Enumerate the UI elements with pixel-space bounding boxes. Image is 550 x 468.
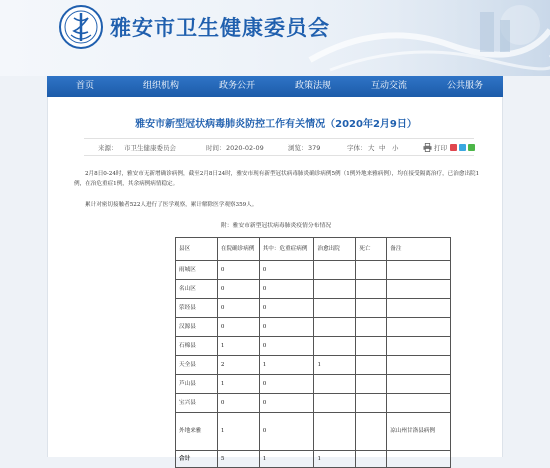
cell-district: 雨城区 xyxy=(176,261,218,280)
cell-total-critical: 1 xyxy=(259,451,314,468)
cell-recovered xyxy=(314,299,356,318)
cell-remarks xyxy=(387,318,451,337)
article-meta-bar xyxy=(84,138,474,156)
cell-recovered xyxy=(314,375,356,394)
col-header-recovered: 治愈出院 xyxy=(314,238,356,261)
printer-icon[interactable] xyxy=(423,143,432,152)
article-title: 雅安市新型冠状病毒肺炎防控工作有关情况（2020年2月9日） xyxy=(135,119,417,130)
health-commission-emblem-icon xyxy=(59,5,103,49)
cell-deaths xyxy=(356,261,387,280)
font-size-label: 字体： xyxy=(347,144,367,152)
cell-remarks xyxy=(387,375,451,394)
cell-recovered xyxy=(314,413,356,451)
site-title: 雅安市卫生健康委员会 xyxy=(110,16,330,40)
cell-total-remarks xyxy=(387,451,451,468)
cell-hospitalized: 0 xyxy=(217,394,259,413)
font-medium-button[interactable]: 中 xyxy=(379,144,386,152)
cell-district: 芦山县 xyxy=(176,375,218,394)
cell-hospitalized: 1 xyxy=(217,337,259,356)
font-large-button[interactable]: 大 xyxy=(368,144,375,152)
cell-remarks xyxy=(387,356,451,375)
views-value: 379 xyxy=(308,144,321,152)
table-row xyxy=(176,394,451,413)
cell-critical: 0 xyxy=(259,413,314,451)
cell-critical: 0 xyxy=(259,337,314,356)
cell-deaths xyxy=(356,318,387,337)
cell-remarks xyxy=(387,394,451,413)
cell-hospitalized: 0 xyxy=(217,299,259,318)
table-row xyxy=(176,261,451,280)
nav-item-interaction[interactable]: 互动交流 xyxy=(370,81,407,91)
cell-remarks xyxy=(387,337,451,356)
cell-recovered xyxy=(314,394,356,413)
cell-critical: 0 xyxy=(259,299,314,318)
cell-remarks xyxy=(387,299,451,318)
cell-district: 名山区 xyxy=(176,280,218,299)
col-header-critical: 其中：危重症病例 xyxy=(259,238,314,261)
cell-district: 天全县 xyxy=(176,356,218,375)
cell-critical: 1 xyxy=(259,356,314,375)
cell-deaths xyxy=(356,299,387,318)
cell-remarks xyxy=(387,261,451,280)
cell-district: 外地来雅 xyxy=(176,413,218,451)
cell-recovered xyxy=(314,337,356,356)
print-button[interactable]: 打印 xyxy=(434,144,447,152)
cell-remarks xyxy=(387,280,451,299)
share-buttons xyxy=(450,144,475,151)
date-label: 时间： xyxy=(206,144,226,152)
cell-deaths xyxy=(356,394,387,413)
source-label: 来源： xyxy=(98,144,118,152)
cell-critical: 0 xyxy=(259,375,314,394)
share-wechat-icon[interactable] xyxy=(468,144,475,151)
table-header-row xyxy=(176,238,451,261)
case-distribution-table xyxy=(175,237,451,468)
share-qzone-icon[interactable] xyxy=(459,144,466,151)
col-header-district: 县区 xyxy=(176,238,218,261)
col-header-hospitalized: 在院确诊病例 xyxy=(217,238,259,261)
cell-district: 石棉县 xyxy=(176,337,218,356)
source-value: 市卫生健康委员会 xyxy=(124,144,176,152)
cell-hospitalized: 0 xyxy=(217,318,259,337)
col-header-remarks: 备注 xyxy=(387,238,451,261)
cell-deaths xyxy=(356,375,387,394)
cell-hospitalized: 0 xyxy=(217,280,259,299)
table-row xyxy=(176,280,451,299)
views-label: 浏览： xyxy=(288,144,308,152)
cell-deaths xyxy=(356,413,387,451)
font-small-button[interactable]: 小 xyxy=(392,144,399,152)
cell-district: 汉源县 xyxy=(176,318,218,337)
table-caption: 附：雅安市新型冠状病毒肺炎疫情分布情况 xyxy=(220,223,332,229)
nav-item-organization[interactable]: 组织机构 xyxy=(142,81,179,91)
cell-district: 宝兴县 xyxy=(176,394,218,413)
table-row xyxy=(176,413,451,451)
table-row xyxy=(176,337,451,356)
cell-recovered: 1 xyxy=(314,356,356,375)
date-value: 2020-02-09 xyxy=(226,144,264,152)
cell-critical: 0 xyxy=(259,261,314,280)
cell-total-deaths xyxy=(356,451,387,468)
cell-hospitalized: 1 xyxy=(217,413,259,451)
cell-deaths xyxy=(356,356,387,375)
nav-item-home[interactable]: 首页 xyxy=(75,81,94,91)
share-weibo-icon[interactable] xyxy=(450,144,457,151)
main-nav xyxy=(47,76,503,97)
cell-recovered xyxy=(314,318,356,337)
cell-critical: 0 xyxy=(259,280,314,299)
table-row xyxy=(176,356,451,375)
nav-item-policies[interactable]: 政策法规 xyxy=(294,81,331,91)
table-total-row xyxy=(176,451,451,468)
cell-remarks: 凉山州甘洛县病例 xyxy=(387,413,451,451)
cell-deaths xyxy=(356,280,387,299)
cell-total-hospitalized: 5 xyxy=(217,451,259,468)
cell-hospitalized: 0 xyxy=(217,261,259,280)
table-row xyxy=(176,318,451,337)
cell-recovered xyxy=(314,280,356,299)
col-header-deaths: 死亡 xyxy=(356,238,387,261)
table-row xyxy=(176,375,451,394)
article-panel xyxy=(47,97,503,462)
site-header xyxy=(0,0,550,76)
cell-district: 荥经县 xyxy=(176,299,218,318)
cell-recovered xyxy=(314,261,356,280)
cell-critical: 0 xyxy=(259,394,314,413)
article-paragraph-2: 累计对密切接触者522人进行了医学观察，累计解除医学观察359人。 xyxy=(85,202,258,208)
cell-total-label: 合计 xyxy=(176,451,218,468)
cell-total-recovered: 1 xyxy=(314,451,356,468)
article-paragraph-1: 2月8日0-24时，雅安市无新增确诊病例，截至2月8日24时，雅安市现有新型冠状病毒肺炎确诊病例5例（1例外地来雅病例），均在接受隔离治疗，已治愈出院1例，在治危重症1例，其余病例病情稳定。 xyxy=(74,171,480,187)
table-row xyxy=(176,299,451,318)
cell-critical: 0 xyxy=(259,318,314,337)
cell-hospitalized: 2 xyxy=(217,356,259,375)
cell-deaths xyxy=(356,337,387,356)
cell-hospitalized: 1 xyxy=(217,375,259,394)
nav-item-government-affairs[interactable]: 政务公开 xyxy=(218,81,255,91)
nav-item-public-services[interactable]: 公共服务 xyxy=(446,81,483,91)
